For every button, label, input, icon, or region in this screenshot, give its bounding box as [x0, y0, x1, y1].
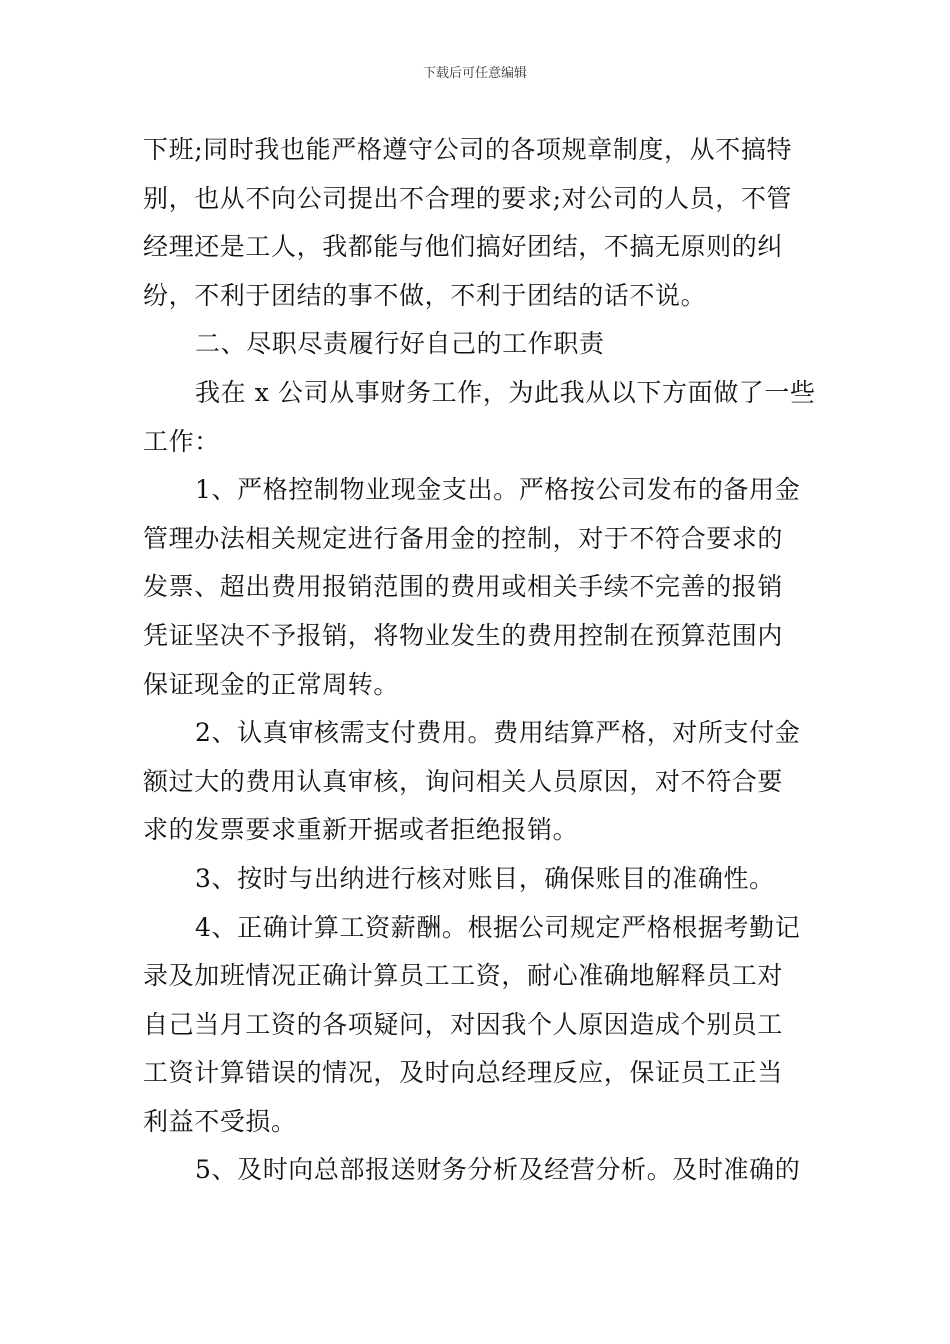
list-item-5: 5、及时向总部报送财务分析及经营分析。及时准确的 — [195, 1155, 801, 1185]
text-line: 别，也从不向公司提出不合理的要求;对公司的人员，不管 — [143, 183, 793, 213]
text-line: 保证现金的正常周转。 — [143, 669, 400, 699]
text-line: 发票、超出费用报销范围的费用或相关手续不完善的报销 — [143, 572, 784, 602]
list-item-4: 4、正确计算工资薪酬。根据公司规定严格根据考勤记 — [195, 912, 801, 942]
text-line: 凭证坚决不予报销，将物业发生的费用控制在预算范围内 — [143, 620, 784, 650]
list-item-3: 3、按时与出纳进行核对账目，确保账目的准确性。 — [195, 863, 775, 893]
text-line: 经理还是工人，我都能与他们搞好团结，不搞无原则的纠 — [143, 232, 784, 262]
paragraph-start: 我在 x 公司从事财务工作，为此我从以下方面做了一些 — [195, 377, 816, 407]
text-line: 利益不受损。 — [143, 1106, 297, 1136]
text-line: 自己当月工资的各项疑问，对因我个人原因造成个别员工 — [143, 1009, 784, 1039]
page-header: 下载后可任意编辑 — [422, 66, 527, 81]
text-line: 管理办法相关规定进行备用金的控制，对于不符合要求的 — [143, 523, 784, 553]
text-line: 下班;同时我也能严格遵守公司的各项规章制度，从不搞特 — [143, 135, 793, 164]
text-line: 额过大的费用认真审核，询问相关人员原因，对不符合要 — [143, 766, 784, 796]
text-line: 纷，不利于团结的事不做，不利于团结的话不说。 — [143, 280, 707, 310]
text-line: 工作： — [143, 426, 220, 456]
document-body — [143, 126, 816, 1195]
text-line: 录及加班情况正确计算员工工资，耐心准确地解释员工对 — [143, 961, 784, 991]
list-item-1: 1、严格控制物业现金支出。严格按公司发布的备用金 — [195, 475, 801, 505]
list-item-2: 2、认真审核需支付费用。费用结算严格，对所支付金 — [195, 718, 801, 748]
text-line: 工资计算错误的情况，及时向总经理反应，保证员工正当 — [143, 1058, 784, 1088]
section-heading: 二、尽职尽责履行好自己的工作职责 — [195, 329, 605, 359]
text-line: 求的发票要求重新开据或者拒绝报销。 — [143, 815, 579, 845]
